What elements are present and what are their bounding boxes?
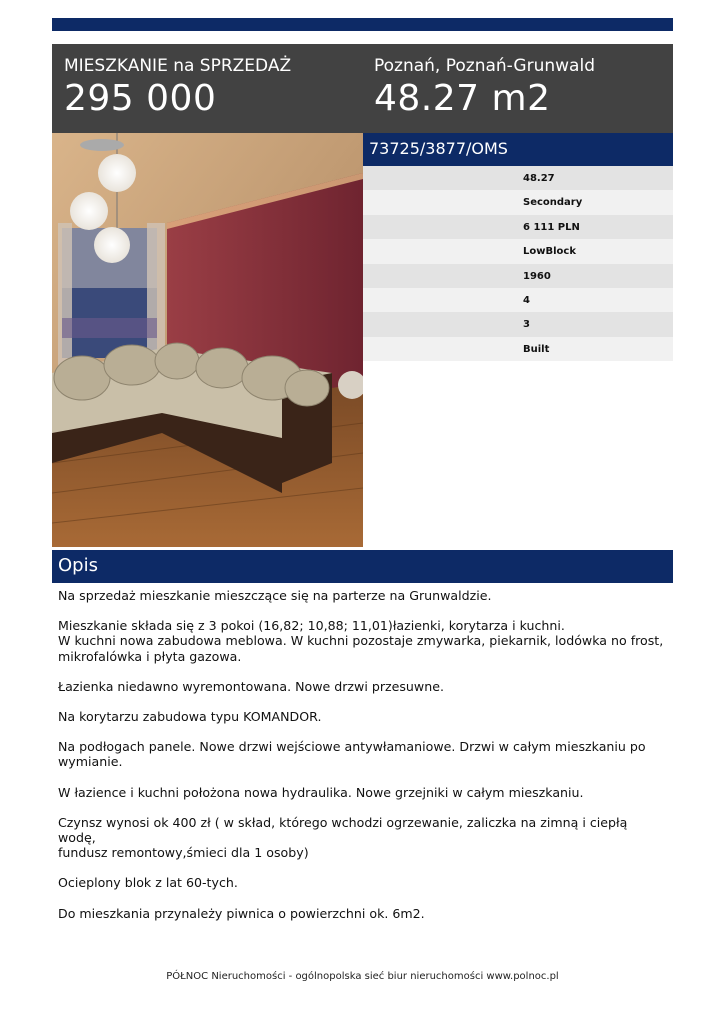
description-line: Ocieplony blok z lat 60-tych. xyxy=(58,875,238,891)
header-right xyxy=(374,56,595,120)
description-paragraph xyxy=(58,739,668,769)
description-header xyxy=(52,550,673,583)
details-table xyxy=(363,166,673,361)
reference-bar xyxy=(363,133,673,166)
listing-type: MIESZKANIE na SPRZEDAŻ xyxy=(64,56,292,76)
detail-row xyxy=(363,166,673,190)
description-paragraph xyxy=(58,815,668,861)
description-line: Na podłogach panele. Nowe drzwi wejściowe antywłamaniowe. Drzwi w całym mieszkaniu po xyxy=(58,739,646,755)
footer-text: PÓŁNOC Nieruchomości - ogólnopolska sieć biur nieruchomości www.polnoc.pl xyxy=(166,971,559,982)
description-line: Do mieszkania przynależy piwnica o powierzchni ok. 6m2. xyxy=(58,905,425,921)
description-line: Mieszkanie składa się z 3 pokoi (16,82; 10,88; 11,01)łazienki, korytarza i kuchni. xyxy=(58,618,565,634)
description-line: Czynsz wynosi ok 400 zł ( w skład, którego wchodzi ogrzewanie, zaliczka na zimną i ciepłą wodę, xyxy=(58,814,628,846)
detail-row xyxy=(363,215,673,239)
top-accent-bar xyxy=(52,18,673,31)
detail-value: Built xyxy=(523,343,550,355)
detail-row xyxy=(363,288,673,312)
property-photo xyxy=(52,133,363,547)
description-paragraph xyxy=(58,618,668,664)
listing-header xyxy=(52,44,673,133)
description-paragraph xyxy=(58,906,668,921)
detail-value: 4 xyxy=(523,294,530,306)
reference-number: 73725/3877/OMS xyxy=(369,139,508,158)
detail-row xyxy=(363,190,673,214)
description-line: Na korytarzu zabudowa typu KOMANDOR. xyxy=(58,709,322,725)
detail-value: 6 111 PLN xyxy=(523,221,580,233)
location: Poznań, Poznań-Grunwald xyxy=(374,56,595,76)
description-line: W kuchni nowa zabudowa meblowa. W kuchni pozostaje zmywarka, piekarnik, lodówka no frost, xyxy=(58,633,664,649)
description-line: Na sprzedaż mieszkanie mieszczące się na parterze na Grunwaldzie. xyxy=(58,588,492,603)
detail-row xyxy=(363,239,673,263)
price: 295 000 xyxy=(64,78,217,119)
detail-value: LowBlock xyxy=(523,246,576,258)
description-line: mikrofalówka i płyta gazowa. xyxy=(58,648,242,664)
description-title: Opis xyxy=(58,555,98,576)
detail-value: Secondary xyxy=(523,197,583,209)
description-paragraph xyxy=(58,709,668,724)
description-line: fundusz remontowy,śmieci dla 1 osoby) xyxy=(58,845,309,861)
description-paragraph xyxy=(58,875,668,890)
description-line: W łazience i kuchni położona nowa hydraulika. Nowe grzejniki w całym mieszkaniu. xyxy=(58,784,584,800)
description-line: Łazienka niedawno wyremontowana. Nowe drzwi przesuwne. xyxy=(58,678,444,694)
header-left xyxy=(64,56,291,120)
detail-row xyxy=(363,264,673,288)
detail-row xyxy=(363,337,673,361)
description-paragraph xyxy=(58,588,668,603)
area: 48.27 m2 xyxy=(374,78,551,119)
description-paragraph xyxy=(58,785,668,800)
detail-value: 3 xyxy=(523,319,530,331)
description-line: wymianie. xyxy=(58,754,123,770)
description-paragraph xyxy=(58,679,668,694)
description-body xyxy=(58,588,668,936)
detail-row xyxy=(363,312,673,336)
detail-value: 1960 xyxy=(523,270,551,282)
detail-value: 48.27 xyxy=(523,173,555,184)
